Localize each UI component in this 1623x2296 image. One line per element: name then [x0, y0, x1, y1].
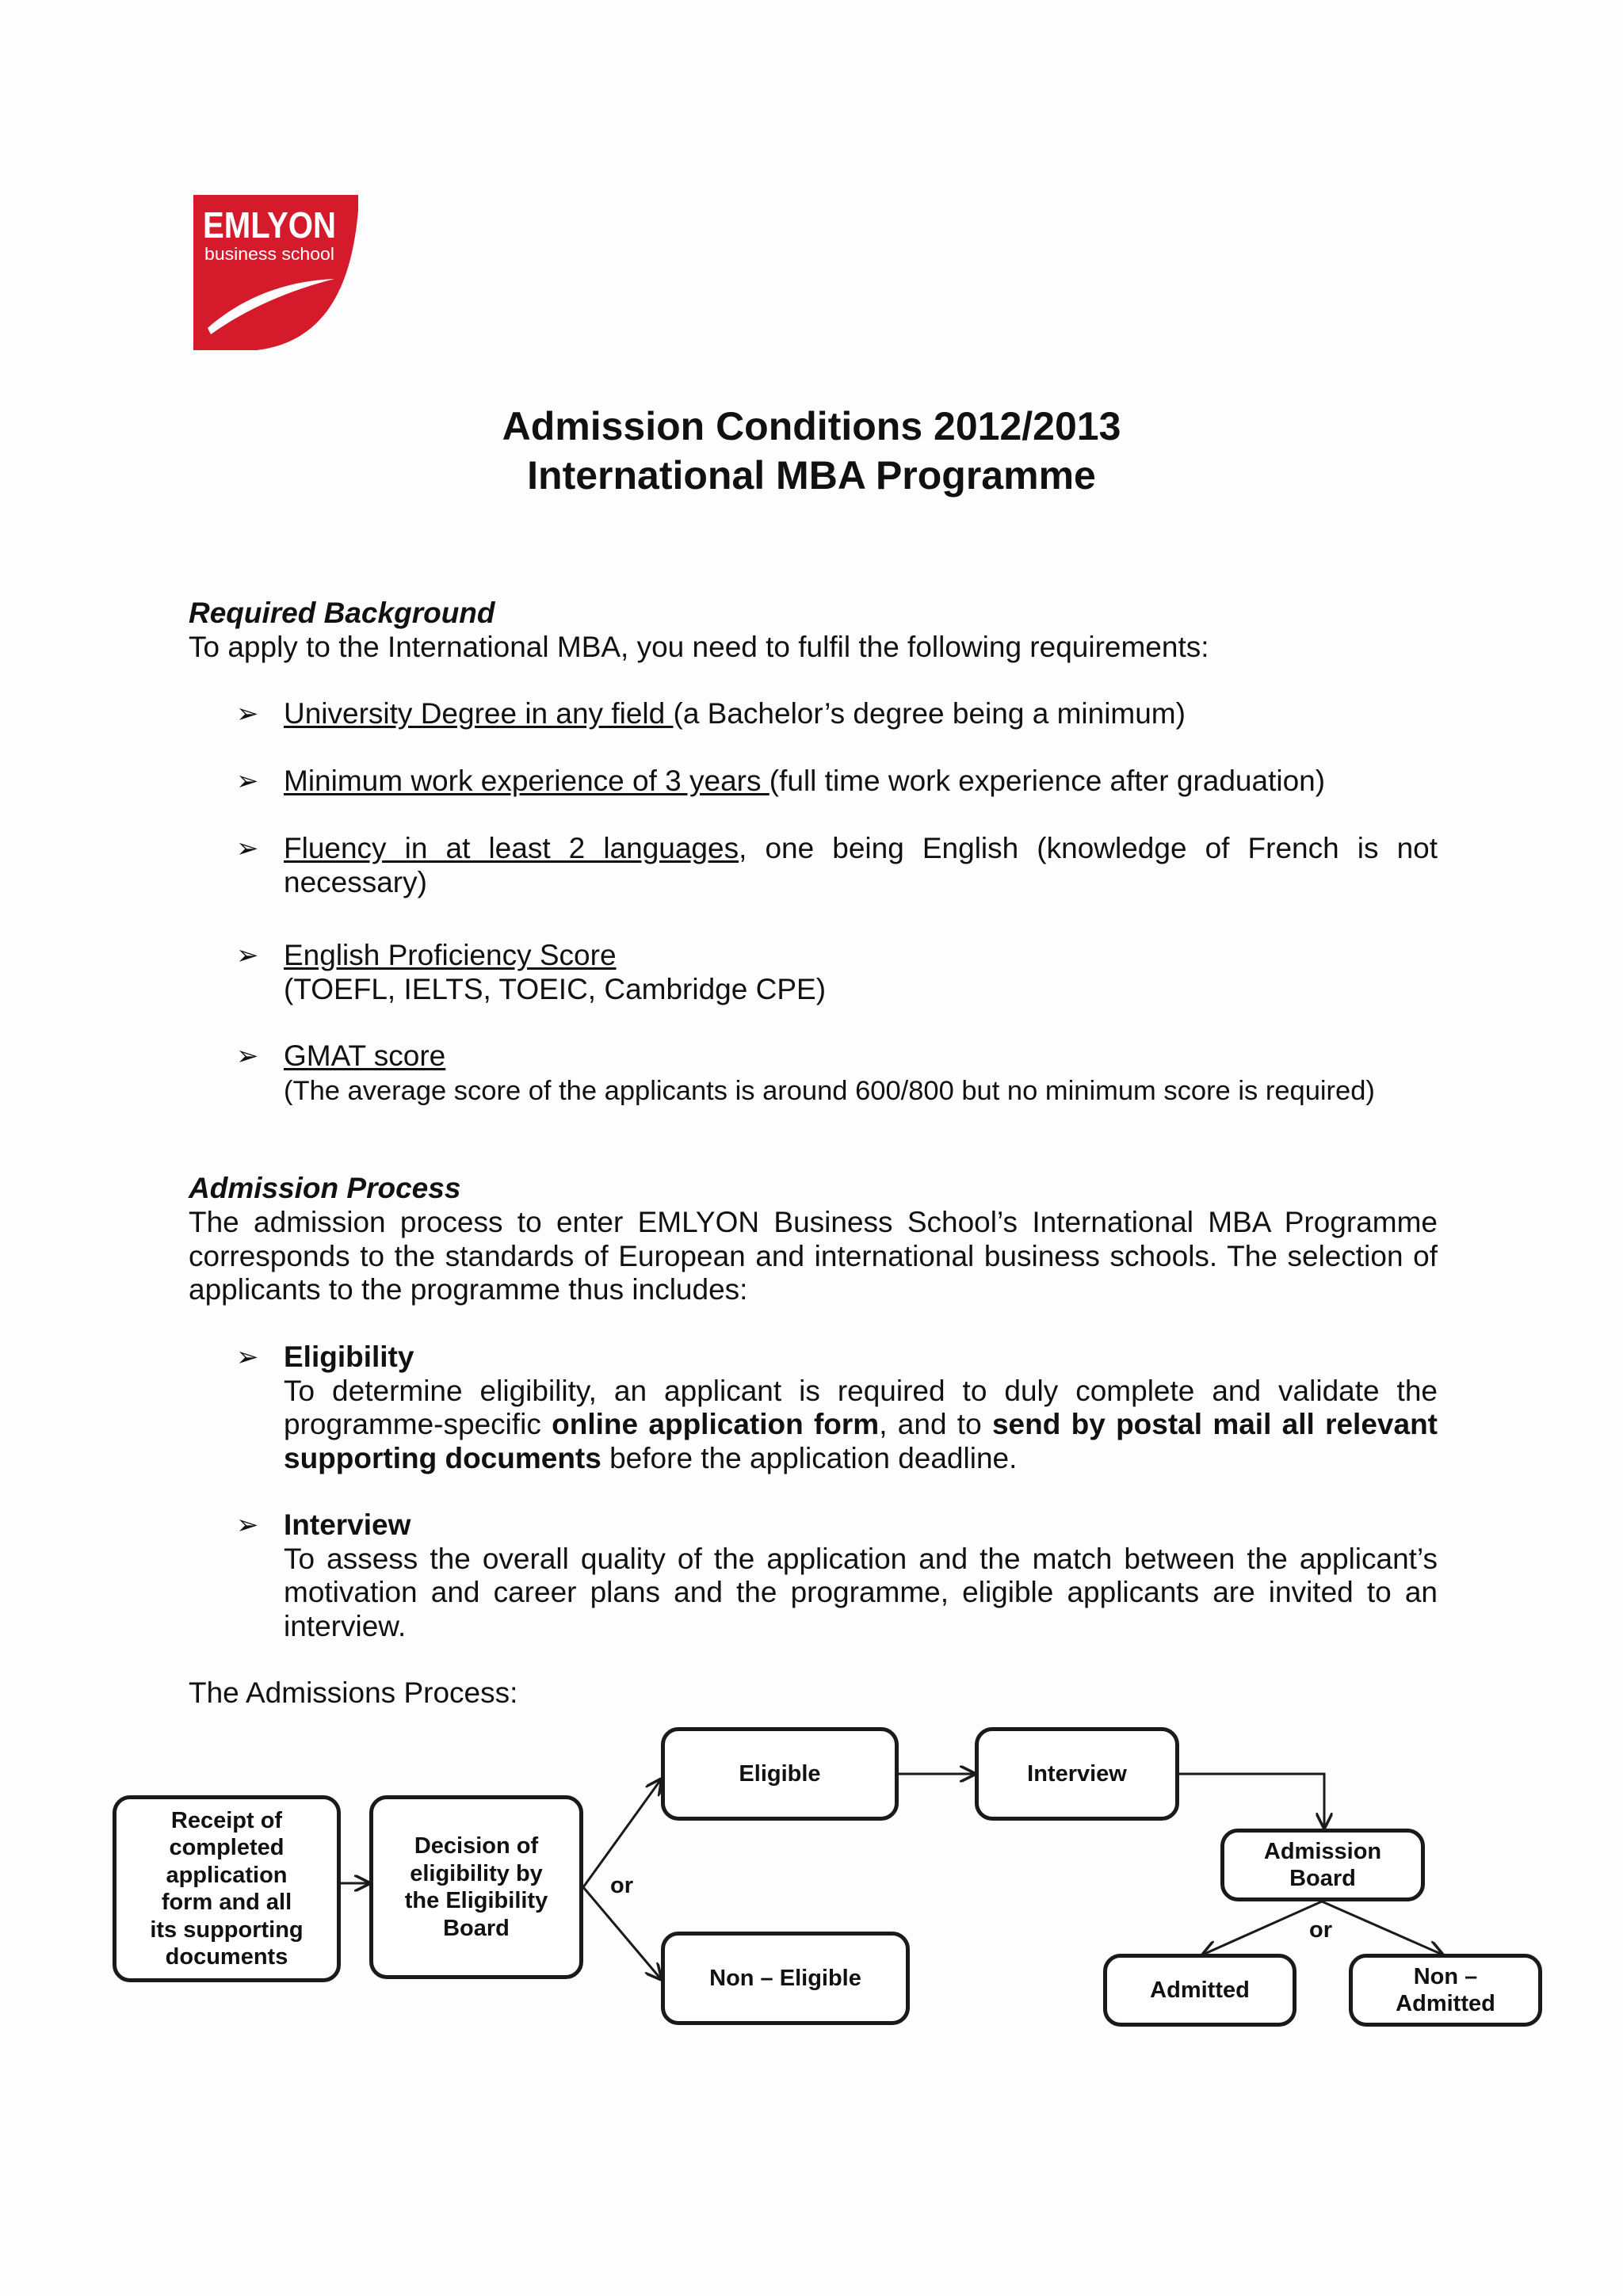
- requirement-key: English Proficiency Score: [284, 939, 617, 971]
- requirement-item: [284, 697, 1186, 731]
- page-subtitle: International MBA Programme: [527, 453, 1096, 498]
- admitted-box: [1103, 1954, 1296, 2027]
- admissions-flowchart: [0, 1703, 1623, 2036]
- bullet-arrow-icon: ➢: [236, 1510, 259, 1540]
- requirement-detail: (full time work experience after graduation): [769, 765, 1326, 797]
- non-eligible-label: Non – Eligible: [709, 1965, 861, 1991]
- interview-text: To assess the overall quality of the application and the match between the applicant’s motivation and career plans and the programme, eligible applicants are invited to an interview.: [284, 1542, 1438, 1642]
- requirement-detail: (The average score of the applicants is around 600/800 but no minimum score is required): [284, 1075, 1375, 1106]
- receipt-line: its supporting: [150, 1917, 304, 1943]
- requirement-detail: , one being English (knowledge of French is not necessary): [284, 832, 1438, 898]
- eligibility-item: [284, 1341, 1438, 1475]
- eligibility-text: [284, 1375, 1438, 1476]
- interview-item: [284, 1508, 1438, 1643]
- logo-subtitle: business school: [204, 244, 334, 264]
- non-admitted-label: [1396, 1963, 1495, 2018]
- requirement-key: Fluency in at least 2 languages: [284, 832, 739, 864]
- interview-title: Interview: [284, 1508, 411, 1541]
- bullet-arrow-icon: ➢: [236, 699, 259, 729]
- logo-graphic: [193, 195, 358, 350]
- admission-process-intro: The admission process to enter EMLYON Business School’s International MBA Programme corresponds to the standards of European and international business schools. The selection of applicants to the programme thus includes:: [189, 1206, 1438, 1306]
- admitted-label: Admitted: [1150, 1977, 1250, 2003]
- bullet-arrow-icon: ➢: [236, 1041, 259, 1071]
- receipt-line: completed: [169, 1835, 285, 1860]
- eligibility-text-part: before the application deadline.: [601, 1441, 1018, 1474]
- requirement-item: [284, 765, 1325, 799]
- requirement-key: Minimum work experience of 3 years: [284, 765, 769, 797]
- receipt-line: application: [166, 1862, 288, 1888]
- or-label-eligibility: or: [610, 1873, 633, 1898]
- admission-process-heading: Admission Process: [189, 1172, 461, 1204]
- decision-line: the Eligibility: [404, 1888, 548, 1913]
- arrow-interview-to-board: [1178, 1774, 1324, 1828]
- required-background-intro: To apply to the International MBA, you need to fulfil the following requirements:: [189, 631, 1209, 663]
- admission-board-label: [1264, 1838, 1381, 1893]
- eligibility-text-part: , and to: [879, 1408, 992, 1440]
- requirement-key: University Degree in any field: [284, 697, 674, 730]
- bullet-arrow-icon: ➢: [236, 940, 259, 971]
- flow-label: The Admissions Process:: [189, 1676, 518, 1709]
- requirement-item: [284, 939, 1438, 1006]
- decision-box: [369, 1795, 583, 1979]
- eligible-label: Eligible: [739, 1760, 821, 1787]
- requirement-item: [284, 832, 1438, 899]
- eligibility-text-part: To determine eligibility, an applicant is required to duly complete and validate the programme-specific: [284, 1374, 1438, 1440]
- arrow-board-to-admitted: [1203, 1901, 1322, 1955]
- admission-board-line: Board: [1289, 1866, 1356, 1891]
- receipt-line: documents: [165, 1944, 288, 1970]
- requirement-detail: (TOEFL, IELTS, TOEIC, Cambridge CPE): [284, 972, 827, 1005]
- arrow-board-to-non-admitted: [1322, 1901, 1442, 1955]
- arrow-decision-to-non-eligible: [583, 1887, 661, 1979]
- bullet-arrow-icon: ➢: [236, 766, 259, 796]
- decision-line: Decision of: [414, 1833, 539, 1859]
- receipt-line: form and all: [161, 1890, 292, 1915]
- non-eligible-box: [661, 1932, 910, 2025]
- receipt-line: Receipt of: [170, 1807, 283, 1833]
- bullet-arrow-icon: ➢: [236, 833, 259, 864]
- decision-line: Board: [443, 1915, 510, 1941]
- receipt-label: [150, 1807, 303, 1971]
- requirement-key: GMAT score: [284, 1039, 446, 1072]
- or-label-board: or: [1309, 1917, 1332, 1943]
- non-admitted-box: [1349, 1954, 1542, 2027]
- interview-label: Interview: [1027, 1760, 1127, 1787]
- requirement-item: [284, 1039, 1438, 1108]
- receipt-box: [113, 1795, 341, 1982]
- eligibility-bold-part: send by postal mail all relevant supporting documents: [284, 1408, 1438, 1474]
- requirement-detail: (a Bachelor’s degree being a minimum): [673, 697, 1186, 730]
- decision-label: [405, 1833, 548, 1942]
- required-background-heading: Required Background: [189, 597, 495, 629]
- page-title: Admission Conditions 2012/2013: [502, 404, 1121, 448]
- non-admitted-line: Non –: [1413, 1963, 1478, 1989]
- eligibility-title: Eligibility: [284, 1341, 414, 1373]
- arrow-decision-to-eligible: [583, 1779, 661, 1887]
- bullet-arrow-icon: ➢: [236, 1342, 259, 1372]
- decision-line: eligibility by: [410, 1860, 543, 1886]
- admission-board-line: Admission: [1263, 1838, 1382, 1864]
- eligibility-bold-part: online application form: [552, 1408, 880, 1440]
- interview-box: [975, 1727, 1179, 1821]
- admission-board-box: [1220, 1829, 1425, 1901]
- logo-brand: EMLYON: [203, 204, 336, 246]
- eligible-box: [661, 1727, 899, 1821]
- emlyon-logo: [193, 195, 358, 350]
- non-admitted-line: Admitted: [1396, 1991, 1495, 2016]
